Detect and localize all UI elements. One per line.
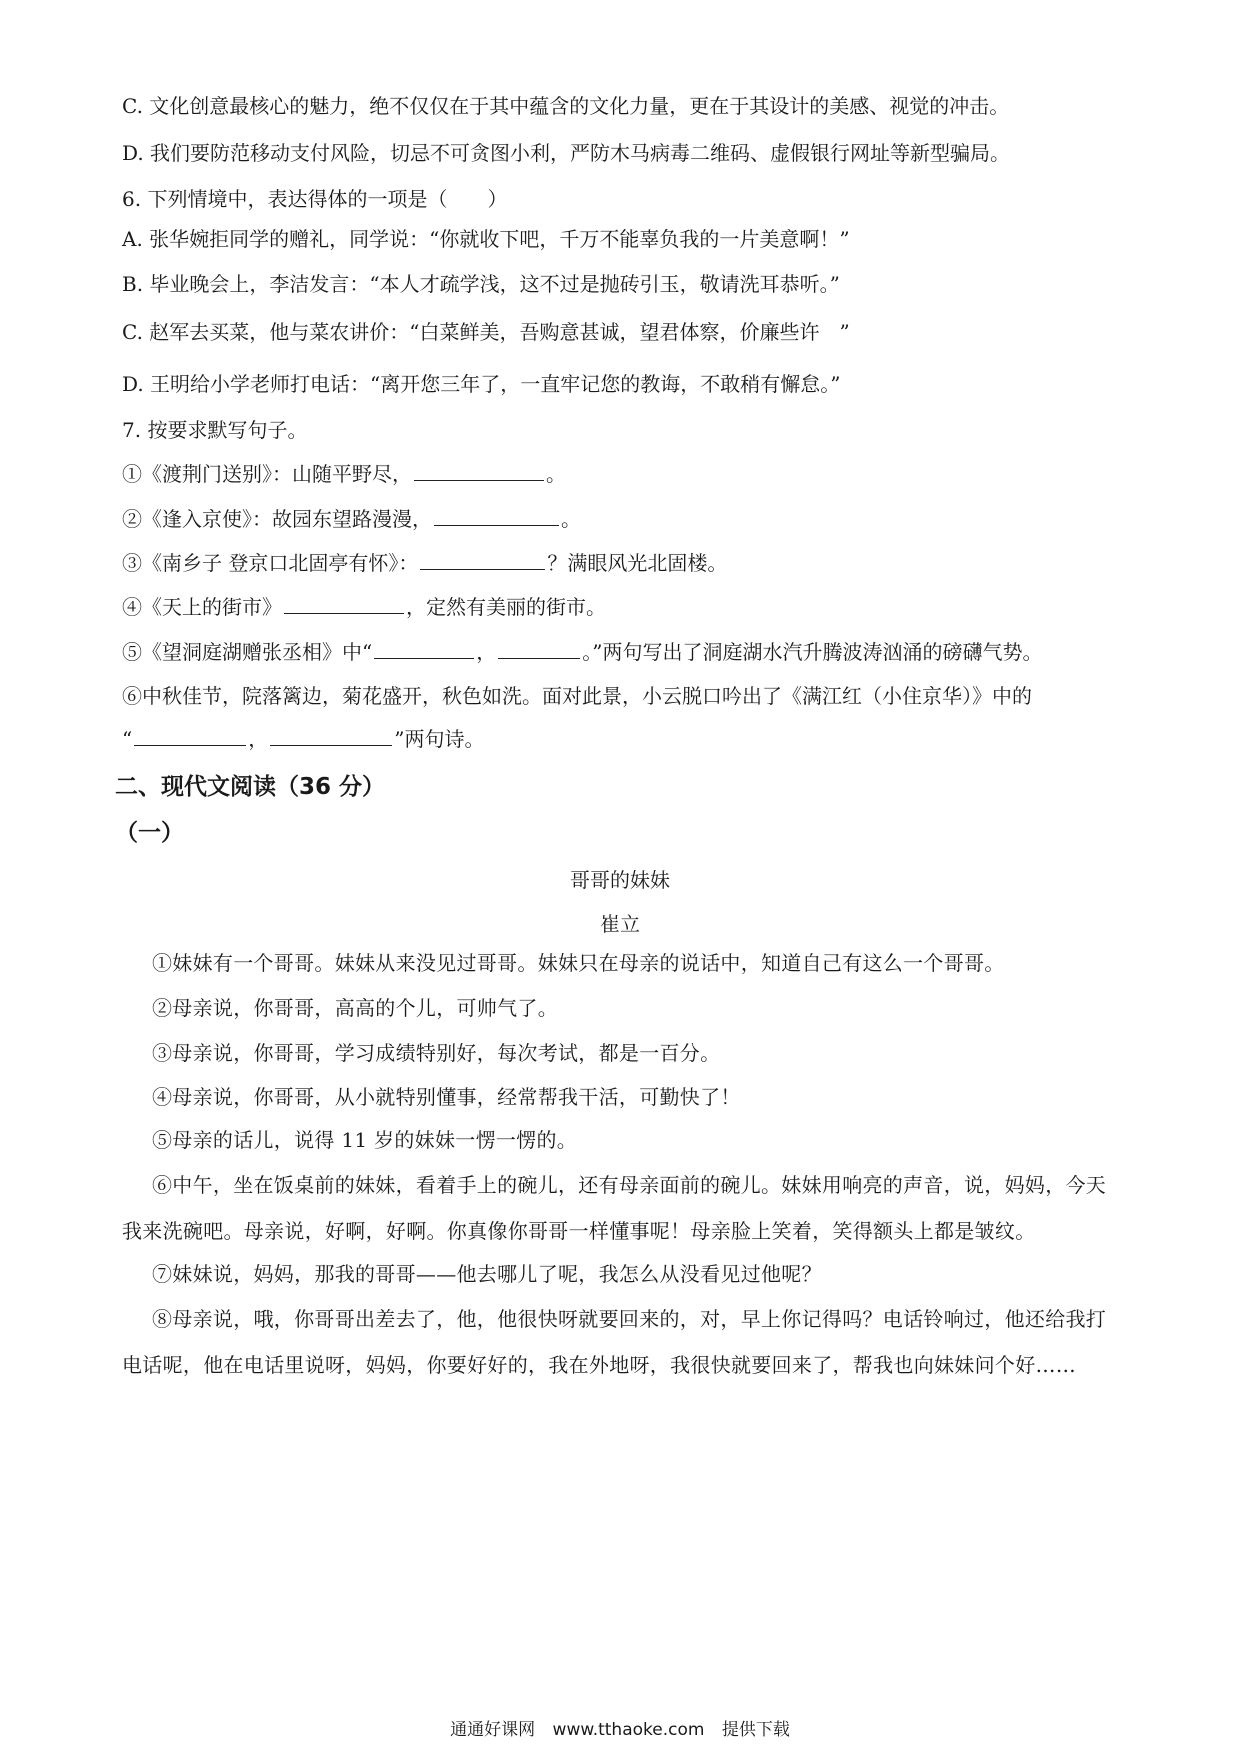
q7-1-prompt: ①《渡荆门送别》：山随平野尽，	[122, 462, 412, 486]
answer-blank[interactable]	[420, 551, 545, 570]
answer-blank[interactable]	[270, 727, 392, 746]
question-5-option-d: D. 我们要防范移动支付风险，切忌不可贪图小利，严防木马病毒二维码、虚假银行网址等新型骗局。	[122, 141, 1011, 165]
article-paragraph-4: ④母亲说，你哥哥，从小就特别懂事，经常帮我干活，可勤快了！	[152, 1085, 741, 1109]
q7-3-end: ？满眼风光北固楼。	[547, 551, 728, 575]
question-7-item-2	[122, 505, 581, 533]
question-7-stem: 7. 按要求默写句子。	[122, 418, 308, 442]
q7-3-prompt: ③《南乡子 登京口北固亭有怀》：	[122, 551, 419, 575]
article-paragraph-3: ③母亲说，你哥哥，学习成绩特别好，每次考试，都是一百分。	[152, 1041, 721, 1065]
section-heading: 二、现代文阅读（36 分）	[115, 774, 386, 800]
q7-1-end: 。	[546, 462, 566, 486]
answer-blank[interactable]	[374, 640, 474, 659]
article-paragraph-5: ⑤母亲的话儿，说得 11 岁的妹妹一愣一愣的。	[152, 1128, 578, 1152]
q7-4-prompt: ④《天上的街市》	[122, 595, 282, 619]
question-7-item-6: ⑥中秋佳节，院落篱边，菊花盛开，秋色如洗。面对此景，小云脱口吟出了《满江红（小住京华）》中的	[122, 684, 1032, 708]
q7-2-prompt: ②《逢入京使》：故园东望路漫漫，	[122, 507, 432, 531]
article-paragraph-2: ②母亲说，你哥哥，高高的个儿，可帅气了。	[152, 996, 558, 1020]
q7-5-comma: ，	[476, 640, 497, 664]
question-6-option-c: C. 赵军去买菜，他与菜农讲价：“白菜鲜美，吾购意甚诚，望君体察，价廉些许 ”	[122, 320, 850, 344]
question-7-item-4	[122, 593, 606, 621]
q7-4-end: ，定然有美丽的街市。	[406, 595, 606, 619]
article-author: 崔立	[600, 912, 640, 936]
question-7-item-1	[122, 460, 566, 488]
q7-5-prompt: ⑤《望洞庭湖赠张丞相》中“	[122, 640, 373, 664]
answer-blank[interactable]	[134, 727, 246, 746]
question-7-item-6-blanks	[122, 725, 484, 753]
q7-6-comma: ，	[248, 727, 269, 751]
article-paragraph-8: ⑧母亲说，哦，你哥哥出差去了，他，他很快呀就要回来的，对，早上你记得吗？电话铃响过，他还给我打电话呢，他在电话里说呀，妈妈，你要好好的，我在外地呀，我很快就要回来了，帮我也向妹妹问个好……	[122, 1307, 1107, 1377]
article-paragraph-6: ⑥中午，坐在饭桌前的妹妹，看着手上的碗儿，还有母亲面前的碗儿。妹妹用响亮的声音，说，妈妈，今天我来洗碗吧。母亲说，好啊，好啊。你真像你哥哥一样懂事呢！母亲脸上笑着，笑得额头上都是皱纹。	[122, 1173, 1107, 1243]
footer-url-link[interactable]: www.tthaoke.com	[552, 1720, 705, 1740]
answer-blank[interactable]	[414, 462, 544, 481]
answer-blank[interactable]	[284, 595, 404, 614]
answer-blank[interactable]	[498, 640, 580, 659]
article-title: 哥哥的妹妹	[570, 868, 670, 892]
q7-2-end: 。	[561, 507, 581, 531]
section-part-label: （一）	[115, 820, 184, 846]
question-5-option-c: C. 文化创意最核心的魅力，绝不仅仅在于其中蕴含的文化力量，更在于其设计的美感、视觉的冲击。	[122, 94, 1010, 118]
question-6-option-b: B. 毕业晚会上，李洁发言：“本人才疏学浅，这不过是抛砖引玉，敬请洗耳恭听。”	[122, 272, 840, 296]
article-paragraph-1: ①妹妹有一个哥哥。妹妹从来没见过哥哥。妹妹只在母亲的说话中，知道自己有这么一个哥哥。	[152, 951, 1005, 975]
q7-6-end: ”两句诗。	[394, 727, 485, 751]
question-6-stem: 6. 下列情境中，表达得体的一项是（ ）	[122, 187, 508, 211]
question-6-option-d: D. 王明给小学老师打电话：“离开您三年了，一直牢记您的教诲，不敢稍有懈怠。”	[122, 372, 841, 396]
question-6-option-a: A. 张华婉拒同学的赠礼，同学说：“你就收下吧，千万不能辜负我的一片美意啊！”	[122, 227, 850, 251]
answer-blank[interactable]	[434, 507, 559, 526]
q7-6-open-quote: “	[122, 727, 133, 751]
question-7-item-5	[122, 638, 1042, 666]
article-paragraph-7: ⑦妹妹说，妈妈，那我的哥哥——他去哪儿了呢，我怎么从没看见过他呢？	[152, 1262, 822, 1286]
q7-5-end: 。”两句写出了洞庭湖水汽升腾波涛汹涌的磅礴气势。	[582, 640, 1043, 664]
footer-note: 提供下载	[721, 1720, 790, 1740]
footer-site-name: 通通好课网	[450, 1720, 536, 1740]
page-footer	[0, 1718, 1240, 1742]
question-7-item-3	[122, 549, 727, 577]
